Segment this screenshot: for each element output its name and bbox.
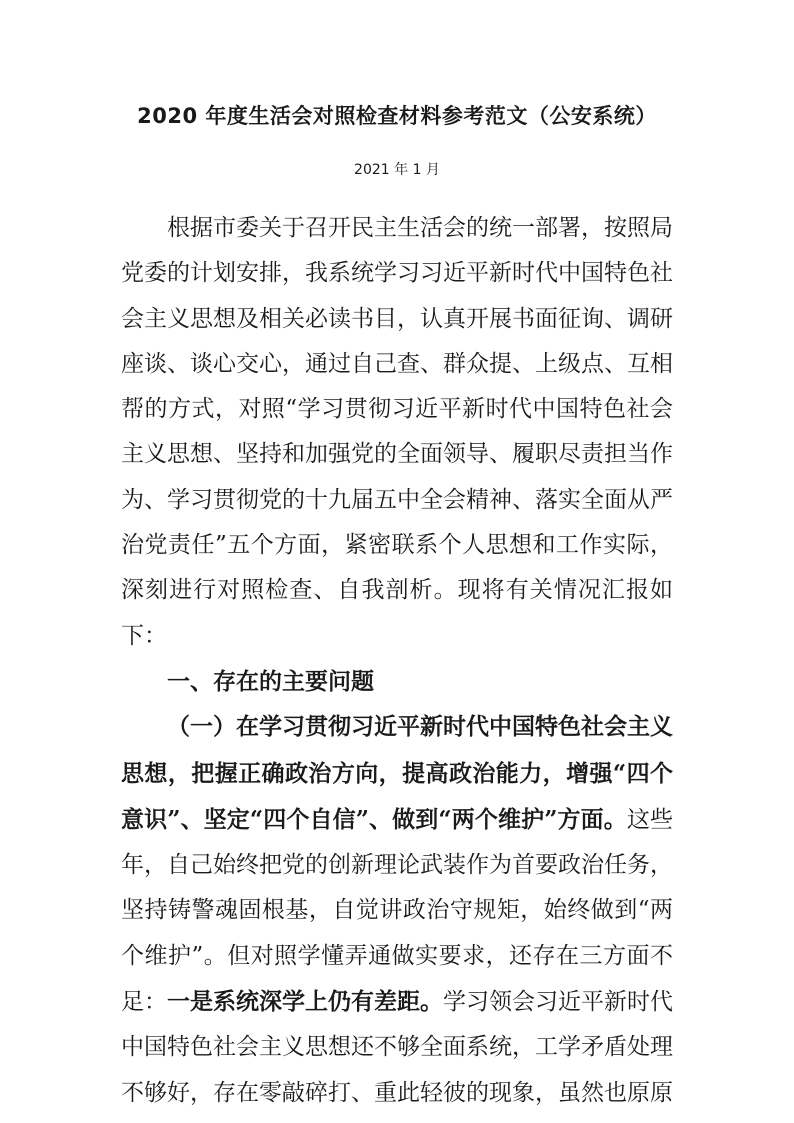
section-heading: 一、存在的主要问题 (167, 667, 374, 695)
point-one-text: 学习领会习近平新时代中国特色社会主义思想还不够全面系统，工学矛盾处理不够好，存在零敲碎打、重此轻彼的现象，虽然也原原 (121, 989, 673, 1106)
subsection-text: 这些年，自己始终把党的创新理论武装作为首要政治任务，坚持铸警魂固根基，自觉讲政治守规矩，始终做到“两个维护”。但对照学懂弄通做实要求，还存在三方面不足： (121, 806, 674, 1016)
point-one-heading: 一是系统深学上仍有差距。 (167, 988, 443, 1016)
document-date: 2021 年 1 月 (354, 162, 440, 178)
document-body (121, 206, 673, 1116)
subsection-heading: （一）在学习贯彻习近平新时代中国特色社会主义思想，把握正确政治方向，提高政治能力，增强“四个意识”、坚定“四个自信”、做到“两个维护”方面。 (121, 713, 673, 833)
document-title: 2020 年度生活会对照检查材料参考范文（公安系统） (137, 104, 657, 128)
subsection-paragraph (121, 704, 673, 1116)
intro-paragraph: 根据市委关于召开民主生活会的统一部署，按照局党委的计划安排，我系统学习习近平新时代中国特色社会主义思想及相关必读书目，认真开展书面征询、调研座谈、谈心交心，通过自己查、群众提、上级点、互相帮的方式，对照“学习贯彻习近平新时代中国特色社会主义思想、坚持和加强党的全面领导、履职尽责担当作为、学习贯彻党的十九届五中全会精神、落实全面从严治党责任”五个方面，紧密联系个人思想和工作实际，深刻进行对照检查、自我剖析。现将有关情况汇报如下： (121, 215, 673, 649)
